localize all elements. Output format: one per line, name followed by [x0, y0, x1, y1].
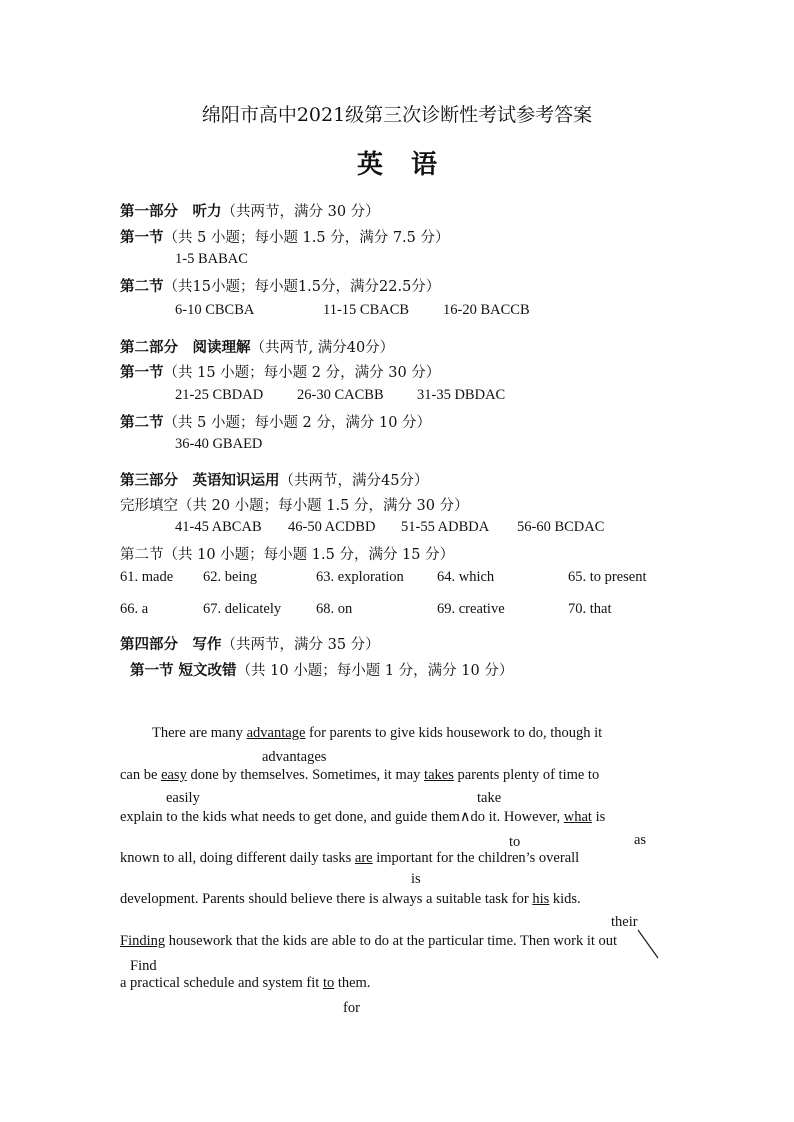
answer-group: 26-30 CACBB: [297, 387, 384, 403]
correction-6: is: [411, 871, 421, 887]
part2-sec2-answers: 36-40 GBAED: [175, 436, 263, 452]
essay-line-2: [120, 767, 599, 784]
fill-answer: 65. to present: [568, 569, 647, 585]
essay-text: parents plenty of time to: [453, 767, 600, 783]
part3-sec1-answers: [175, 519, 604, 536]
part2-heading: 第二部分 阅读理解: [120, 340, 251, 356]
error-word: advantage: [246, 725, 306, 741]
part2-sec1-header: [120, 361, 440, 382]
part3-sec2-label: 第二节（共 10 小题；每小题 1.5 分，满分 15 分）: [120, 547, 455, 563]
part1-note: （共两节，满分 30 分）: [221, 204, 380, 220]
fill-answer: 63. exploration: [316, 569, 404, 585]
part1-header: [120, 200, 380, 221]
essay-line-7: [120, 975, 370, 992]
answer-group: 11-15 CBACB: [323, 302, 410, 318]
essay-text: known to all, doing different daily tasks: [120, 850, 355, 866]
essay-text: housework that the kids are able to do at the particular time. Then work: [165, 933, 587, 949]
answer-group: 56-60 BCDAC: [517, 519, 605, 535]
part2-header: [120, 336, 394, 357]
part4-sec1-note: （共 10 小题；每小题 1 分，满分 10 分）: [236, 663, 514, 679]
essay-line-4: [120, 850, 579, 867]
fill-answer: 62. being: [203, 569, 257, 585]
part1-sec2-header: [120, 275, 440, 296]
error-word: takes: [424, 767, 454, 783]
correction-7: their: [611, 914, 638, 930]
part4-heading: 第四部分 写作: [120, 637, 222, 653]
fill-answer: 68. on: [316, 601, 353, 617]
essay-text: can be: [120, 767, 162, 783]
part1-sec1-header: [120, 226, 450, 247]
error-word: Finding: [120, 933, 166, 949]
correction-1: advantages: [262, 749, 327, 765]
part4-header: [120, 633, 380, 654]
fill-answer: 70. that: [568, 601, 612, 617]
part3-heading: 第三部分 英语知识运用: [120, 473, 280, 489]
part4-sec1-header: [130, 659, 513, 680]
essay-text: a practical schedule and system fit: [120, 975, 323, 991]
essay-text: There are many: [152, 725, 247, 741]
essay-text: development. Parents should believe there is always a suitable task for: [120, 891, 533, 907]
correction-8: Find: [130, 958, 157, 974]
correction-9: for: [343, 1000, 360, 1016]
correction-2: easily: [166, 790, 200, 806]
answer-group: 6-10 CBCBA: [175, 302, 255, 318]
part2-sec1-label: 第一节: [120, 365, 164, 381]
essay-text: do it. However,: [470, 809, 564, 825]
essay-line-5: [120, 891, 581, 908]
fill-answer: 61. made: [120, 569, 174, 585]
answer-group: 21-25 CBDAD: [175, 387, 264, 403]
correction-4: to: [509, 834, 521, 850]
essay-text: important for the children’s overall: [372, 850, 580, 866]
fill-answers-row-2: [120, 601, 612, 618]
essay-text: kids.: [549, 891, 581, 907]
part2-sec1-answers: [175, 387, 505, 404]
fill-answer: 64. which: [437, 569, 495, 585]
fill-answer: 67. delicately: [203, 601, 282, 617]
part1-sec2-note: （共15小题；每小题1.5分，满分22.5分）: [163, 279, 441, 295]
fill-answer: 69. creative: [437, 601, 505, 617]
part4-sec1-label: 第一节 短文改错: [130, 663, 237, 679]
essay-line-1: [152, 725, 602, 742]
error-word: what: [563, 809, 592, 825]
error-word: are: [354, 850, 373, 866]
fill-answers-row-1: [120, 569, 647, 586]
answer-group: 16-20 BACCB: [443, 302, 530, 318]
subject-title: 英语: [356, 150, 465, 180]
part2-note: （共两节, 满分40分）: [250, 340, 395, 356]
error-word: easy: [161, 767, 187, 783]
part1-heading: 第一部分 听力: [120, 204, 222, 220]
part3-sec1-label: 完形填空（共 20 小题；每小题 1.5 分，满分 30 分）: [120, 498, 469, 514]
essay-text: done by themselves. Sometimes, it may: [186, 767, 425, 783]
essay-line-6: [120, 933, 617, 950]
error-word: his: [532, 891, 550, 907]
part2-sec2-header: [120, 411, 431, 432]
part2-sec1-note: （共 15 小题；每小题 2 分，满分 30 分）: [163, 365, 441, 381]
part2-sec2-note: （共 5 小题；每小题 2 分，满分 10 分）: [163, 415, 432, 431]
part3-note: （共两节，满分45分）: [279, 473, 429, 489]
deleted-word: it: [586, 933, 595, 949]
part1-sec2-label: 第二节: [120, 279, 164, 295]
part1-sec1-note: （共 5 小题；每小题 1.5 分，满分 7.5 分）: [163, 230, 450, 246]
essay-text: for parents to give kids housework to do, though it: [305, 725, 603, 741]
deletion-slash-icon: [636, 928, 662, 962]
caret-mark: ∧: [459, 809, 471, 825]
answer-group: 41-45 ABCAB: [175, 519, 262, 535]
essay-text: them.: [334, 975, 371, 991]
part4-note: （共两节，满分 35 分）: [221, 637, 380, 653]
answer-group: 51-55 ADBDA: [401, 519, 490, 535]
essay-text: explain to the kids what needs to get done, and guide them: [120, 809, 460, 825]
correction-5: as: [634, 832, 647, 848]
document-title: 绵阳市高中2021级第三次诊断性考试参考答案: [201, 104, 593, 126]
part3-header: [120, 469, 428, 490]
correction-3: take: [477, 790, 502, 806]
part1-sec1-answers: 1-5 BABAC: [175, 251, 248, 267]
answer-group: 46-50 ACDBD: [288, 519, 376, 535]
part1-sec2-answers: [175, 302, 530, 319]
part1-sec1-label: 第一节: [120, 230, 164, 246]
fill-answer: 66. a: [120, 601, 149, 617]
answer-group: 31-35 DBDAC: [417, 387, 506, 403]
error-word: to: [322, 975, 335, 991]
essay-text: is: [591, 809, 606, 825]
essay-text: out: [594, 933, 618, 949]
part2-sec2-label: 第二节: [120, 415, 164, 431]
essay-line-3: [120, 809, 605, 826]
